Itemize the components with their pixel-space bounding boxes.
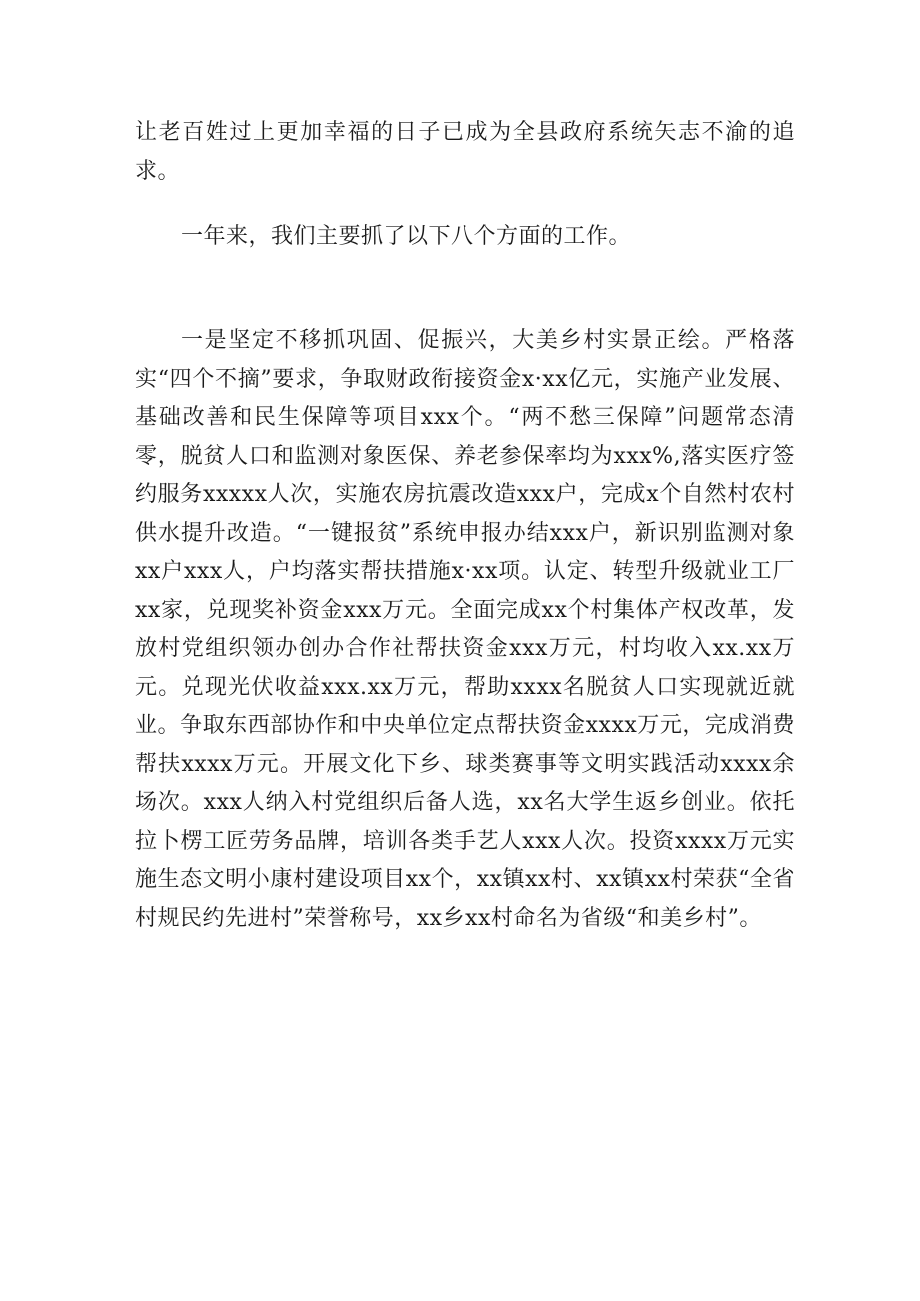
paragraph-continuation: 让老百姓过上更加幸福的日子已成为全县政府系统矢志不渝的追求。 (135, 120, 795, 184)
paragraph-overview: 一年来，我们主要抓了以下八个方面的工作。 (181, 224, 632, 249)
paragraph-rural-revitalization: 一是坚定不移抓巩固、促振兴，大美乡村实景正绘。严格落实“四个不摘”要求，争取财政衔接资金x·xx亿元，实施产业发展、基础改善和民生保障等项目xxx个。“两不愁三保障”问题常态清零，脱贫人口和监测对象医保、养老参保率均为xxx%,落实医疗签约服务xxxxx人次，实施农房抗震改造xxx户，完成x个自然村农村供水提升改造。“一键报贫”系统申报办结xxx户，新识别监测对象xx户xxx人，户均落实帮扶措施x·xx项。认定、转型升级就业工厂xx家，兑现奖补资金xxx万元。全面完成xx个村集体产权改革，发放村党组织领办创办合作社帮扶资金xxx万元，村均收入xx.xx万元。兑现光伏收益xxx.xx万元，帮助xxxx名脱贫人口实现就近就业。争取东西部协作和中央单位定点帮扶资金xxxx万元，完成消费帮扶xxxx万元。开展文化下乡、球类赛事等文明实践活动xxxx余场次。xxx人纳入村党组织后备人选，xx名大学生返乡创业。依托拉卜楞工匠劳务品牌，培训各类手艺人xxx人次。投资xxxx万元实施生态文明小康村建设项目xx个，xx镇xx村、xx镇xx村荣获“全省村规民约先进村”荣誉称号，xx乡xx村命名为省级“和美乡村”。 (135, 328, 795, 931)
